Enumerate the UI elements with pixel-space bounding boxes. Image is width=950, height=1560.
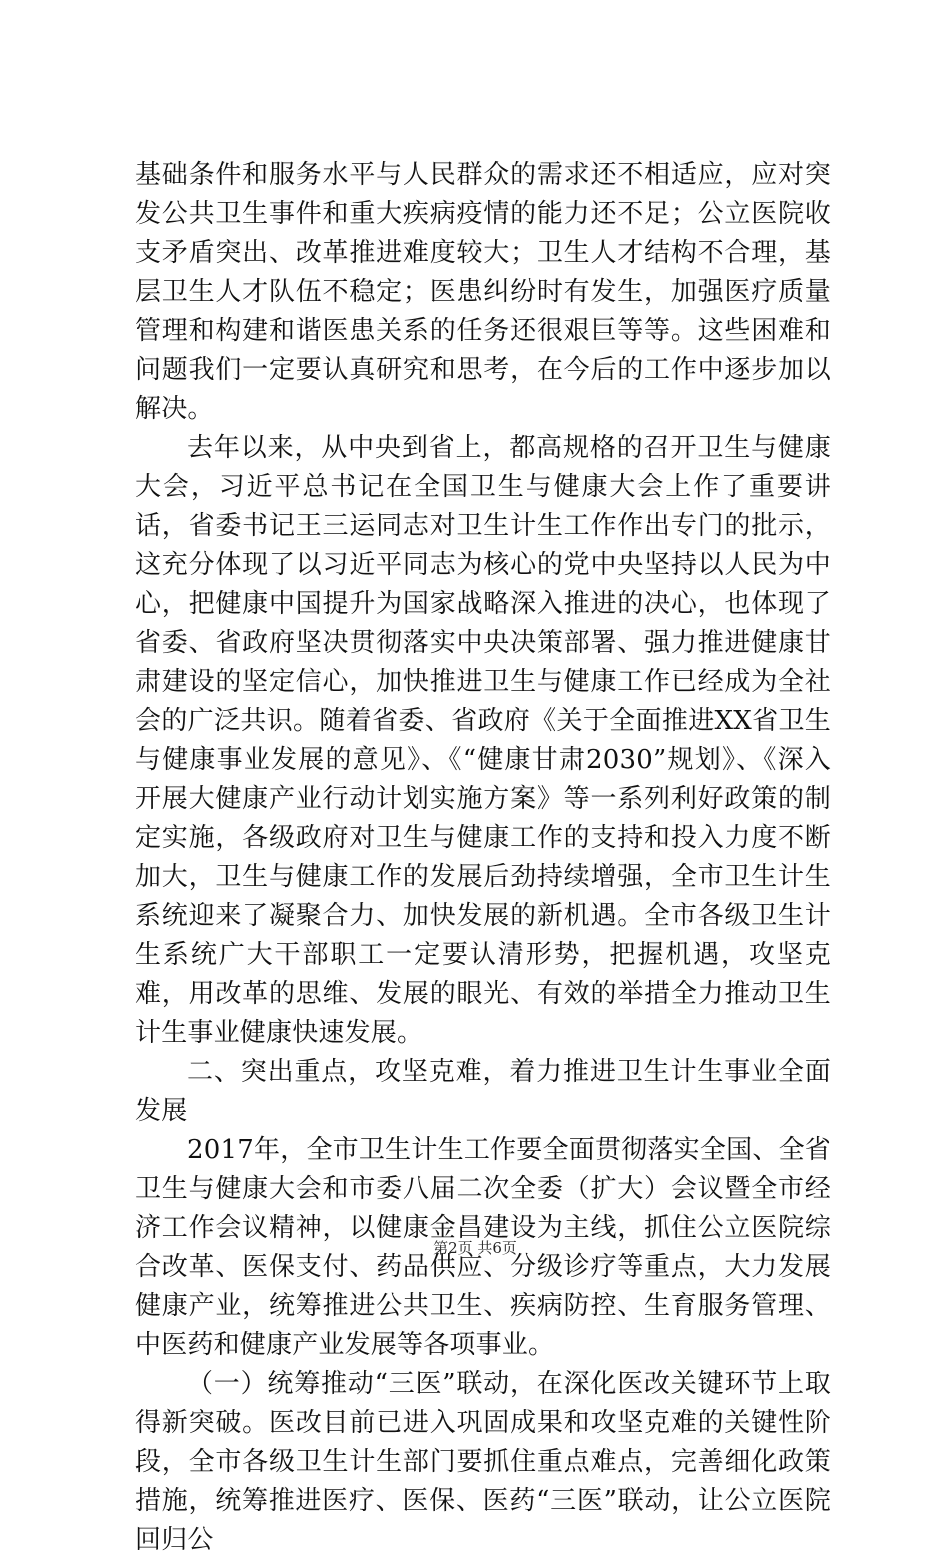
section-heading-two: 二、突出重点，攻坚克难，着力推进卫生计生事业全面发展 xyxy=(135,1057,831,1126)
paragraph-2017-work: 2017年，全市卫生计生工作要全面贯彻落实全国、全省卫生与健康大会和市委八届二次全委（扩大）会议暨全市经济工作会议精神，以健康金昌建设为主线，抓住公立医院综合改革、医保支付、药品供应、分级诊疗等重点，大力发展健康产业，统筹推进公共卫生、疾病防控、生育服务管理、中医药和健康产业发展等各项事业。 xyxy=(135,1135,831,1360)
page-number-footer: 第2页 共6页 xyxy=(433,1239,517,1257)
paragraph-three-medical-linkage: （一）统筹推动“三医”联动，在深化医改关键环节上取得新突破。医改目前已进入巩固成果和攻坚克难的关键性阶段，全市各级卫生计生部门要抓住重点难点，完善细化政策措施，统筹推进医疗、医保、医药“三医”联动，让公立医院回归公 xyxy=(135,1369,831,1555)
document-body xyxy=(135,156,831,1560)
paragraph-continuation: 基础条件和服务水平与人民群众的需求还不相适应，应对突发公共卫生事件和重大疾病疫情的能力还不足；公立医院收支矛盾突出、改革推进难度较大；卫生人才结构不合理，基层卫生人才队伍不稳定；医患纠纷时有发生，加强医疗质量管理和构建和谐医患关系的任务还很艰巨等等。这些困难和问题我们一定要认真研究和思考，在今后的工作中逐步加以解决。 xyxy=(135,160,831,424)
paragraph-health-conference: 去年以来，从中央到省上，都高规格的召开卫生与健康大会，习近平总书记在全国卫生与健康大会上作了重要讲话，省委书记王三运同志对卫生计生工作作出专门的批示，这充分体现了以习近平同志为核心的党中央坚持以人民为中心，把健康中国提升为国家战略深入推进的决心，也体现了省委、省政府坚决贯彻落实中央决策部署、强力推进健康甘肃建设的坚定信心，加快推进卫生与健康工作已经成为全社会的广泛共识。随着省委、省政府《关于全面推进XX省卫生与健康事业发展的意见》、《“健康甘肃2030”规划》、《深入开展大健康产业行动计划实施方案》等一系列利好政策的制定实施，各级政府对卫生与健康工作的支持和投入力度不断加大，卫生与健康工作的发展后劲持续增强，全市卫生计生系统迎来了凝聚合力、加快发展的新机遇。全市各级卫生计生系统广大干部职工一定要认清形势，把握机遇，攻坚克难，用改革的思维、发展的眼光、有效的举措全力推动卫生计生事业健康快速发展。 xyxy=(135,433,831,1048)
